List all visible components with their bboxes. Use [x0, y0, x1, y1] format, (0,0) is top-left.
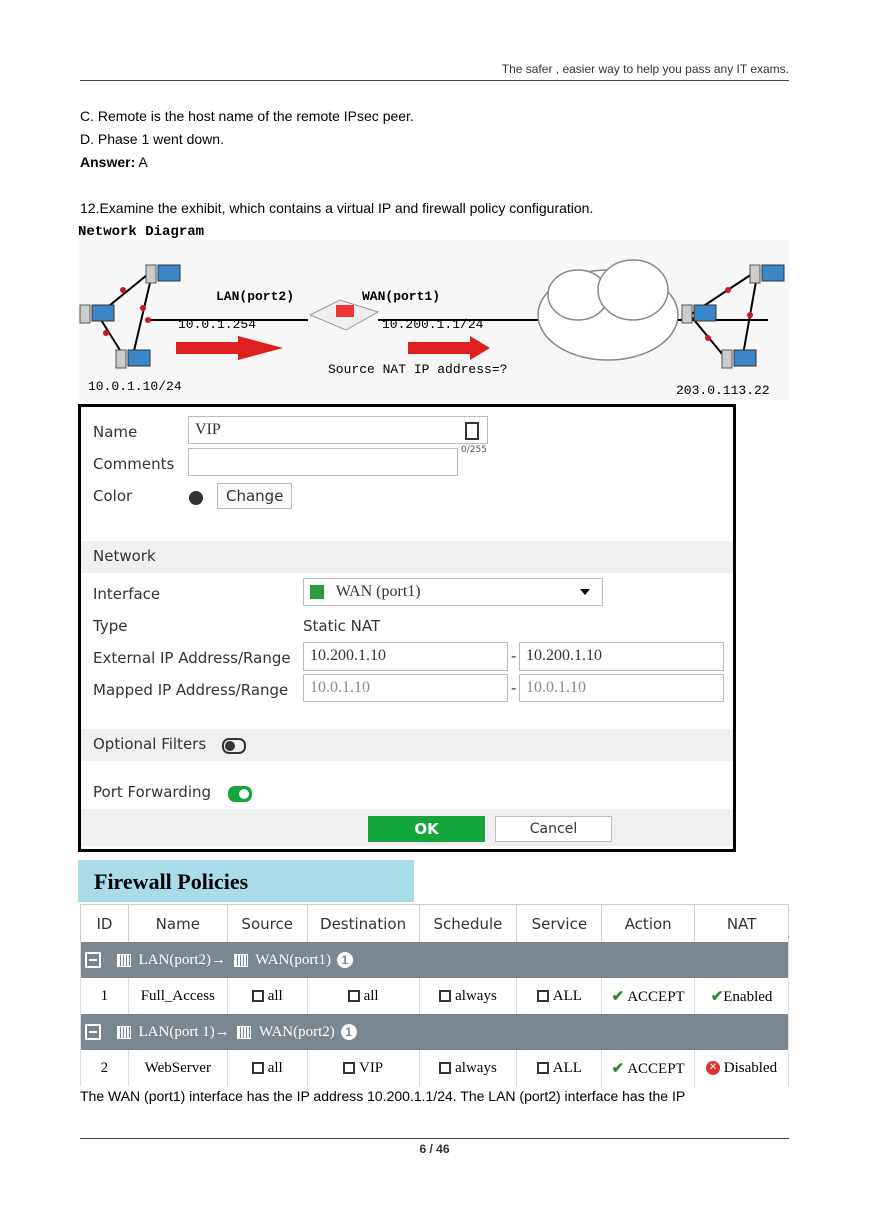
optional-filters-toggle[interactable]: [222, 738, 246, 754]
lan-ip-label: 10.0.1.254: [178, 317, 257, 332]
footer-divider: [80, 1138, 789, 1139]
range-dash: -: [511, 647, 517, 665]
vip-icon: [343, 1062, 355, 1074]
policy-nat: [695, 978, 789, 1014]
name-input[interactable]: [188, 416, 488, 444]
optional-filters-section: [81, 729, 733, 761]
comments-counter: 0/255: [461, 445, 487, 455]
policy-id: 1: [81, 978, 129, 1014]
table-row[interactable]: [81, 978, 789, 1014]
clock-icon: [439, 1062, 451, 1074]
port-forwarding-label: Port Forwarding: [93, 783, 212, 801]
ok-button[interactable]: OK: [368, 816, 485, 842]
clipboard-icon[interactable]: [465, 422, 479, 440]
policy-nat-text: Enabled: [723, 988, 773, 1005]
policy-name: WebServer: [128, 1050, 227, 1086]
policy-nat-text: Disabled: [723, 1059, 778, 1076]
policy-source: [227, 978, 307, 1014]
network-section: [81, 541, 733, 573]
policy-table: [80, 904, 789, 1086]
interface-icon: [117, 954, 131, 967]
option-d: D. Phase 1 went down.: [80, 131, 224, 147]
wan-port-label: WAN(port1): [362, 289, 441, 304]
policy-source-text: all: [267, 1059, 283, 1076]
comments-label: Comments: [93, 455, 175, 473]
policy-group-1[interactable]: [81, 942, 789, 978]
address-icon: [252, 1062, 264, 1074]
answer-line: [80, 154, 148, 170]
type-label: Type: [93, 617, 128, 635]
interface-icon: [117, 1026, 131, 1039]
answer-value: A: [138, 154, 148, 170]
policy-source-text: all: [267, 987, 283, 1004]
group-to: WAN(port2): [258, 1023, 335, 1040]
name-label: Name: [93, 423, 138, 441]
interface-icon: [237, 1026, 251, 1039]
policy-id: 2: [81, 1050, 129, 1086]
page-number: 6 / 46: [419, 1142, 450, 1156]
chevron-down-icon: [580, 589, 590, 595]
disabled-x-icon: ✕: [706, 1061, 720, 1075]
wan-ip-label: 10.200.1.1/24: [382, 317, 484, 332]
group-from: LAN(port 1)→: [138, 1023, 230, 1040]
interface-icon: [234, 954, 248, 967]
service-icon: [537, 1062, 549, 1074]
external-ip-label: External IP Address/Range: [93, 649, 291, 667]
col-source[interactable]: Source: [227, 905, 307, 943]
address-icon: [348, 990, 360, 1002]
mapped-ip-label: Mapped IP Address/Range: [93, 681, 289, 699]
internet-cloud-icon: [538, 260, 678, 360]
collapse-icon[interactable]: [85, 952, 101, 968]
policy-service: [517, 1050, 602, 1086]
range-dash-2: -: [511, 679, 517, 697]
page-header: [80, 62, 789, 81]
network-section-title: Network: [93, 547, 156, 565]
policy-action: [602, 978, 695, 1014]
collapse-icon[interactable]: [85, 1024, 101, 1040]
optional-filters-label: Optional Filters: [93, 735, 207, 753]
palette-icon: [189, 491, 203, 505]
change-color-button[interactable]: Change: [217, 483, 292, 509]
mapped-ip-to-input[interactable]: 10.0.1.10: [519, 674, 724, 702]
type-value: Static NAT: [303, 617, 381, 635]
col-schedule[interactable]: Schedule: [419, 905, 517, 943]
color-label: Color: [93, 487, 133, 505]
name-value: VIP: [195, 421, 221, 438]
policy-group-2[interactable]: [81, 1014, 789, 1050]
policy-service-text: ALL: [552, 1059, 582, 1076]
policy-name: Full_Access: [128, 978, 227, 1014]
lan-port-label: LAN(port2): [216, 289, 295, 304]
policy-schedule-text: always: [455, 1059, 497, 1076]
network-diagram: [78, 220, 790, 400]
interface-label: Interface: [93, 585, 161, 603]
count-badge: 1: [337, 952, 353, 968]
col-name[interactable]: Name: [128, 905, 227, 943]
policy-action-text: ACCEPT: [627, 1060, 685, 1077]
policy-destination-text: all: [363, 987, 379, 1004]
policy-service: [517, 978, 602, 1014]
question-text: 12.Examine the exhibit, which contains a virtual IP and firewall policy configuration.: [80, 200, 594, 216]
table-row[interactable]: [81, 1050, 789, 1086]
count-badge: 1: [341, 1024, 357, 1040]
policy-schedule: [419, 1050, 517, 1086]
policy-destination: [307, 1050, 419, 1086]
port-icon: [310, 585, 324, 599]
policy-destination-text: VIP: [358, 1059, 384, 1076]
port-forwarding-section: [81, 777, 733, 809]
group-to: WAN(port1): [255, 951, 332, 968]
cancel-button[interactable]: Cancel: [495, 816, 612, 842]
col-nat[interactable]: NAT: [695, 905, 789, 943]
right-host-ip: 203.0.113.22: [676, 383, 770, 398]
left-host-ip: 10.0.1.10/24: [88, 379, 182, 394]
policy-schedule-text: always: [455, 987, 497, 1004]
answer-label: Answer:: [80, 154, 136, 170]
option-c: C. Remote is the host name of the remote IPsec peer.: [80, 108, 414, 124]
col-service[interactable]: Service: [517, 905, 602, 943]
policy-schedule: [419, 978, 517, 1014]
interface-select[interactable]: [303, 578, 603, 606]
port-forwarding-toggle[interactable]: [228, 786, 252, 802]
col-action[interactable]: Action: [602, 905, 695, 943]
clock-icon: [439, 990, 451, 1002]
check-icon: ✔: [611, 1060, 625, 1077]
interface-value: WAN (port1): [335, 583, 421, 600]
policy-table-header: [81, 905, 789, 943]
firewall-policies-title: [78, 860, 414, 902]
col-id[interactable]: ID: [81, 905, 129, 943]
policy-nat: [695, 1050, 789, 1086]
service-icon: [537, 990, 549, 1002]
policy-source: [227, 1050, 307, 1086]
header-tagline: The safer , easier way to help you pass any IT exams.: [501, 62, 789, 76]
col-destination[interactable]: Destination: [307, 905, 419, 943]
vip-config-panel: [78, 404, 736, 852]
group-from: LAN(port2)→: [138, 951, 226, 968]
check-icon: ✔: [710, 988, 724, 1005]
firewall-policies-title-text: Firewall Policies: [94, 869, 249, 894]
policy-destination: [307, 978, 419, 1014]
comments-input[interactable]: [188, 448, 458, 476]
policy-action-text: ACCEPT: [627, 988, 685, 1005]
check-icon: ✔: [611, 988, 625, 1005]
mapped-ip-from-input[interactable]: 10.0.1.10: [303, 674, 508, 702]
external-ip-from-input[interactable]: 10.200.1.10: [303, 642, 508, 671]
footer-paragraph: The WAN (port1) interface has the IP address 10.200.1.1/24. The LAN (port2) interface has the IP: [80, 1088, 686, 1104]
external-ip-to-input[interactable]: 10.200.1.10: [519, 642, 724, 671]
address-icon: [252, 990, 264, 1002]
policy-service-text: ALL: [552, 987, 582, 1004]
policy-action: [602, 1050, 695, 1086]
source-nat-label: Source NAT IP address=?: [328, 362, 508, 377]
diagram-title: Network Diagram: [78, 224, 205, 240]
